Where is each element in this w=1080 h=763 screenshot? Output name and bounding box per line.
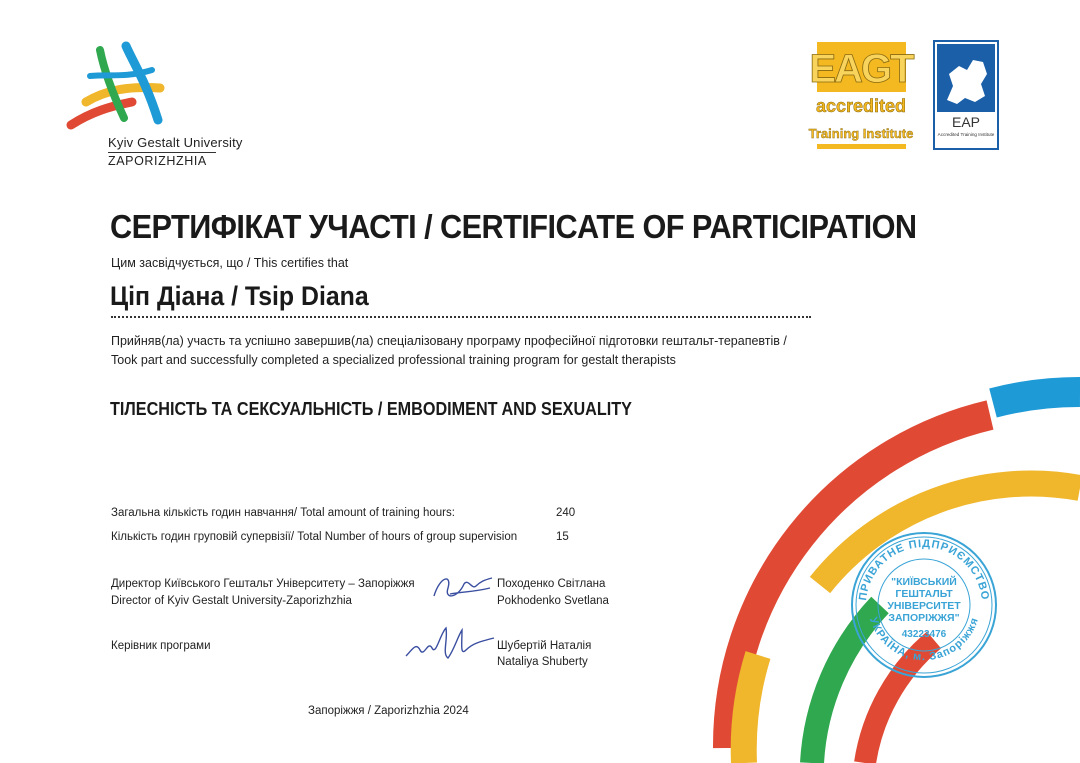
description-en: Took part and successfully completed a specialized professional training program for gestalt therapists (111, 353, 676, 367)
certifies-text: Цим засвідчується, що / This certifies that (111, 256, 349, 270)
stamp-line4: ЗАПОРІЖЖЯ" (888, 612, 960, 624)
stamp-line3: УНІВЕРСИТЕТ (887, 600, 961, 612)
manager-role: Керівник програми (111, 640, 211, 652)
stamp-code: 43223476 (901, 629, 947, 640)
stamp-ring-top: ПРИВАТНЕ ПІДПРИЄМСТВО (857, 537, 991, 602)
supervision-hours-label: Кількість годин груповій супервізії/ Total Number of hours of group supervision (111, 531, 518, 543)
manager-name-en: Nataliya Shuberty (497, 656, 588, 668)
logo-divider (108, 152, 216, 153)
program-name: ТІЛЕСНІСТЬ ТА СЕКСУАЛЬНІСТЬ / EMBODIMENT AND SEXUALITY (110, 399, 632, 419)
arc-blue-outer (993, 392, 1080, 403)
supervision-hours-value: 15 (556, 531, 569, 543)
name-underline (111, 316, 811, 318)
eagt-title: EAGT (809, 47, 913, 91)
kgu-logo-icon (66, 40, 166, 132)
eagt-accreditation-badge (808, 40, 914, 150)
eap-accreditation-badge (933, 40, 999, 150)
eagt-accredited: accredited (815, 96, 907, 116)
footer-place-year: Запоріжжя / Zaporizhzhia 2024 (308, 705, 469, 717)
arc-yellow-low (744, 655, 758, 763)
director-name-en: Pokhodenko Svetlana (497, 595, 609, 607)
logo-city: ZAPORIZHZHIA (108, 154, 207, 168)
stamp-ring-bottom: УКРАЇНА, м. Запоріжжя (866, 615, 982, 664)
director-signature-icon (430, 570, 498, 606)
official-stamp (844, 523, 1004, 683)
eap-title: EAP (951, 114, 981, 130)
director-name-ua: Походенко Світлана (497, 578, 606, 590)
stamp-line2: ГЕШТАЛЬТ (895, 588, 953, 600)
logo-university-name: Kyiv Gestalt University (108, 135, 243, 150)
total-hours-value: 240 (556, 507, 576, 519)
certificate-title: СЕРТИФІКАТ УЧАСТІ / CERTIFICATE OF PARTICIPATION (110, 208, 917, 245)
recipient-name: Ціп Діана / Tsip Diana (110, 281, 369, 311)
director-role-ua: Директор Київського Гештальт Університету – Запоріжжя (111, 578, 415, 590)
eap-subtitle: Accredited Training Institute (937, 132, 995, 137)
total-hours-label: Загальна кількість годин навчання/ Total amount of training hours: (111, 507, 455, 519)
director-role-en: Director of Kyiv Gestalt University-Zaporizhzhia (111, 595, 352, 607)
eagt-institute: Training Institute (808, 126, 914, 141)
description-ua: Прийняв(ла) участь та успішно завершив(ла) спеціалізовану програму професійної підготовки гештальт-терапевтів / (111, 334, 787, 348)
stamp-line1: "КИЇВСЬКИЙ (891, 576, 957, 588)
manager-name-ua: Шубертій Наталія (497, 640, 592, 652)
manager-signature-icon (402, 620, 502, 668)
